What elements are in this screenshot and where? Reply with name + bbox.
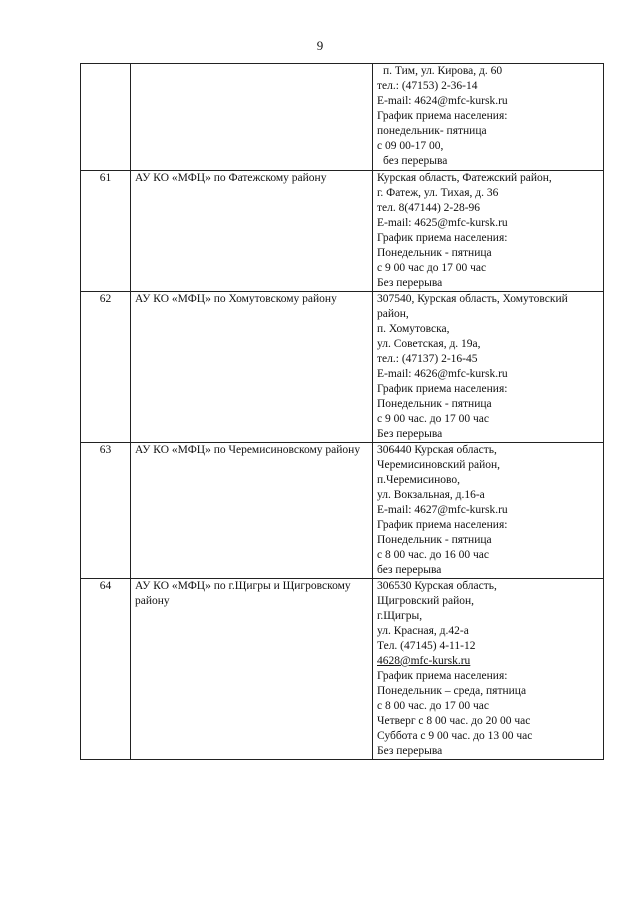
info-line: Без перерыва [377, 745, 443, 757]
organization-name: АУ КО «МФЦ» по Фатежскому району [131, 171, 373, 292]
table-row [81, 171, 604, 292]
info-line: с 09 00-17 00, [377, 140, 444, 152]
info-line: с 8 00 час. до 16 00 час [377, 549, 489, 561]
info-line: понедельник- пятница [377, 125, 487, 137]
organization-name: АУ КО «МФЦ» по Черемисиновскому району [131, 443, 373, 579]
info-line: ул. Красная, д.42-а [377, 625, 469, 637]
table-row [81, 443, 604, 579]
info-line: с 9 00 час до 17 00 час [377, 262, 487, 274]
info-line: E-mail: 4626@mfc-kursk.ru [377, 368, 508, 380]
contact-info [373, 64, 604, 171]
info-line: 306530 Курская область, [377, 580, 497, 592]
email-link[interactable]: 4628@mfc-kursk.ru [377, 655, 471, 667]
info-line: без перерыва [383, 155, 448, 167]
page-number: 9 [316, 38, 324, 53]
info-line: График приема населения: [377, 670, 508, 682]
info-line: ул. Вокзальная, д.16-а [377, 489, 485, 501]
info-line: Понедельник - пятница [377, 247, 492, 259]
organization-name: АУ КО «МФЦ» по Хомутовскому району [131, 292, 373, 443]
info-line: Понедельник - пятница [377, 534, 492, 546]
info-line: Щигровский район, [377, 595, 474, 607]
row-number: 61 [81, 171, 131, 292]
info-line: тел.: (47153) 2-36-14 [377, 80, 478, 92]
info-line: тел.: (47137) 2-16-45 [377, 353, 478, 365]
info-line: г.Щигры, [377, 610, 423, 622]
mfc-offices-table [80, 63, 604, 760]
info-line: График приема населения: [377, 519, 508, 531]
info-line: без перерыва [377, 564, 442, 576]
info-line: Без перерыва [377, 277, 443, 289]
info-line: 306440 Курская область, [377, 444, 497, 456]
info-line: Тел. (47145) 4-11-12 [377, 640, 476, 652]
row-number: 63 [81, 443, 131, 579]
info-line: График приема населения: [377, 383, 508, 395]
info-line: п. Тим, ул. Кирова, д. 60 [383, 65, 503, 77]
info-line: График приема населения: [377, 232, 508, 244]
organization-name: АУ КО «МФЦ» по г.Щигры и Щигровскому району [131, 579, 373, 760]
info-line: Понедельник - пятница [377, 398, 492, 410]
info-line: E-mail: 4627@mfc-kursk.ru [377, 504, 508, 516]
info-line: г. Фатеж, ул. Тихая, д. 36 [377, 187, 499, 199]
info-line: Четверг с 8 00 час. до 20 00 час [377, 715, 531, 727]
contact-info [373, 292, 604, 443]
row-number: 62 [81, 292, 131, 443]
info-line: район, [377, 308, 409, 320]
row-number: 64 [81, 579, 131, 760]
contact-info [373, 579, 604, 760]
row-number [81, 64, 131, 171]
table-row [81, 292, 604, 443]
info-line: Без перерыва [377, 428, 443, 440]
table-row [81, 64, 604, 171]
info-line: тел. 8(47144) 2-28-96 [377, 202, 481, 214]
contact-info [373, 171, 604, 292]
info-line: с 8 00 час. до 17 00 час [377, 700, 489, 712]
info-line: п. Хомутовска, [377, 323, 450, 335]
info-line: Понедельник – среда, пятница [377, 685, 527, 697]
info-line: E-mail: 4624@mfc-kursk.ru [377, 95, 508, 107]
info-line: E-mail: 4625@mfc-kursk.ru [377, 217, 508, 229]
info-line: Черемисиновский район, [377, 459, 501, 471]
info-line: Суббота с 9 00 час. до 13 00 час [377, 730, 533, 742]
contact-info [373, 443, 604, 579]
table-row [81, 579, 604, 760]
info-line: График приема населения: [377, 110, 508, 122]
info-line: ул. Советская, д. 19а, [377, 338, 481, 350]
organization-name [131, 64, 373, 171]
info-line: п.Черемисиново, [377, 474, 461, 486]
info-line: 307540, Курская область, Хомутовский [377, 293, 568, 305]
info-line: Курская область, Фатежский район, [377, 172, 552, 184]
info-line: с 9 00 час. до 17 00 час [377, 413, 489, 425]
